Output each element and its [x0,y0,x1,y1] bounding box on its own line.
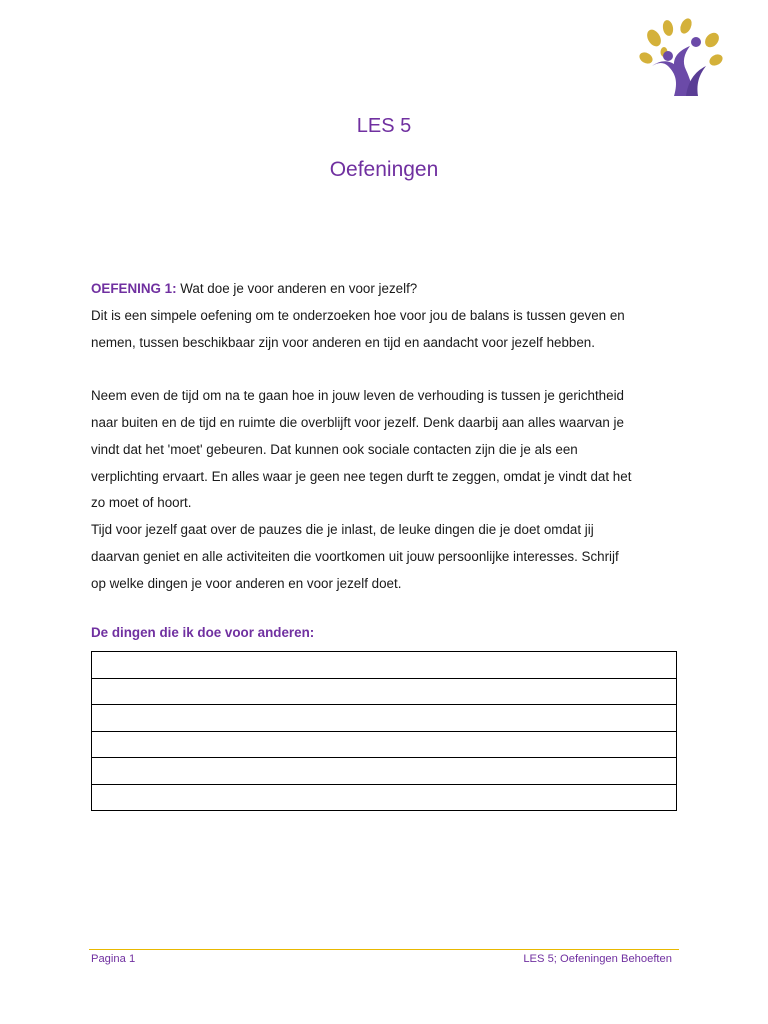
page-subtitle: Oefeningen [329,158,439,181]
tree-people-logo-icon [634,16,730,98]
answer-cell[interactable] [92,652,677,679]
table-row [92,705,677,732]
paragraph-line: verplichting ervaart. En alles waar je geen nee tegen durft te zeggen, omdat je vindt dat het [91,468,632,484]
table-row [92,678,677,705]
table-row [92,652,677,679]
footer-document-title: LES 5; Oefeningen Behoeften [523,953,672,965]
footer-divider [89,949,679,950]
answer-cell[interactable] [92,731,677,758]
answer-cell[interactable] [92,678,677,705]
page-title: LES 5 [356,115,412,137]
footer-page-number: Pagina 1 [91,953,136,965]
table-row [92,758,677,785]
paragraph-line: op welke dingen je voor anderen en voor jezelf doet. [91,575,402,591]
exercise-label: OEFENING 1: [91,281,177,296]
paragraph-line: daarvan geniet en alle activiteiten die voortkomen uit jouw persoonlijke interesses. Schrijf [91,548,619,564]
answer-cell[interactable] [92,705,677,732]
intro-line: Dit is een simpele oefening om te onderzoeken hoe voor jou de balans is tussen geven en [91,307,625,323]
title-block [0,112,768,184]
table-row [92,731,677,758]
paragraph-line: naar buiten en de tijd en ruimte die overblijft voor jezelf. Denk daarbij aan alles waarvan je [91,414,624,430]
exercise-question: Wat doe je voor anderen en voor jezelf? [176,281,418,296]
paragraph-line: zo moet of hoort. [91,495,192,511]
paragraph-line: Neem even de tijd om na te gaan hoe in jouw leven de verhouding is tussen je gerichtheid [91,388,624,404]
exercise-heading [91,276,681,303]
answer-cell[interactable] [92,758,677,785]
table-heading: De dingen die ik doe voor anderen: [91,625,315,640]
paragraph-line: vindt dat het 'moet' gebeuren. Dat kunnen ook sociale contacten zijn die je als een [91,441,578,457]
exercise-body [91,276,681,598]
table-row [92,784,677,811]
answer-table [91,651,677,811]
answer-cell[interactable] [92,784,677,811]
paragraph-spacer [91,356,681,383]
paragraph-line: Tijd voor jezelf gaat over de pauzes die je inlast, de leuke dingen die je doet omdat jij [91,522,594,538]
intro-line: nemen, tussen beschikbaar zijn voor anderen en tijd en aandacht voor jezelf hebben. [91,334,595,350]
